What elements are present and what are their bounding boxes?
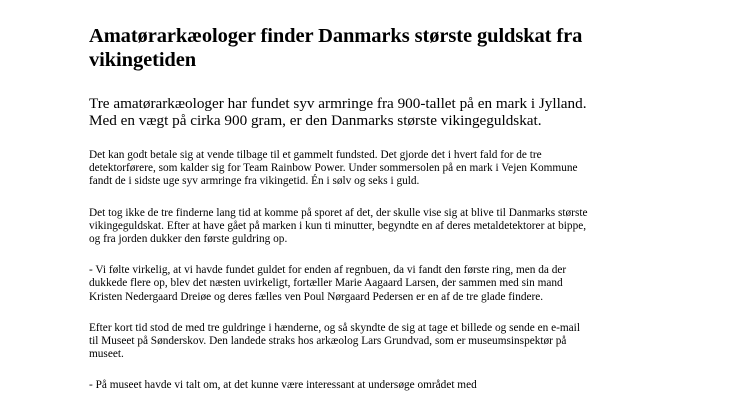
- article-paragraph-3: - Vi følte virkelig, at vi havde fundet guldet for enden af regnbuen, da vi fandt den første ring, men da der dukkede flere op, blev det næsten uvirkeligt, fortæller Marie Aagaard Larsen, der sammen med sin mand Kristen Nedergaard Dreiøe og deres fælles ven Poul Nørgaard Pedersen er en af de tre glade findere.: [89, 264, 567, 303]
- article-paragraph-4: Efter kort tid stod de med tre guldringe i hænderne, og så skyndte de sig at tage et billede og sende en e-mail til Museet på Sønderskov. Den landede straks hos arkæolog Lars Grundvad, som er museumsinspektør på museet.: [89, 321, 580, 361]
- article-paragraph-2: Det tog ikke de tre finderne lang tid at komme på sporet af det, der skulle vise sig at blive til Danmarks største vikingeguldskat. Efter at have gået på marken i kun ti minutter, begyndte en af deres metaldetektorer at bippe, og fra jorden dukker den første guldring op.: [89, 206, 588, 246]
- article: [89, 24, 589, 393]
- article-paragraph-1: Det kan godt betale sig at vende tilbage til et gammelt fundsted. Det gjorde det i hvert fald for de tre detektorførere, som kalder sig for Team Rainbow Power. Under sommersolen på en mark i Vejen Kommune fandt de i sidste uge syv armringe fra vikingetid. Én i sølv og seks i guld.: [89, 149, 578, 188]
- article-paragraph-5: - På museet havde vi talt om, at det kunne være interessant at undersøge området med: [89, 379, 477, 392]
- article-headline: Amatørarkæologer finder Danmarks største guldskat fra vikingetiden: [89, 25, 583, 71]
- article-lead: Tre amatørarkæologer har fundet syv armringe fra 900-tallet på en mark i Jylland. Med en vægt på cirka 900 gram, er den Danmarks største vikingeguldskat.: [89, 95, 587, 129]
